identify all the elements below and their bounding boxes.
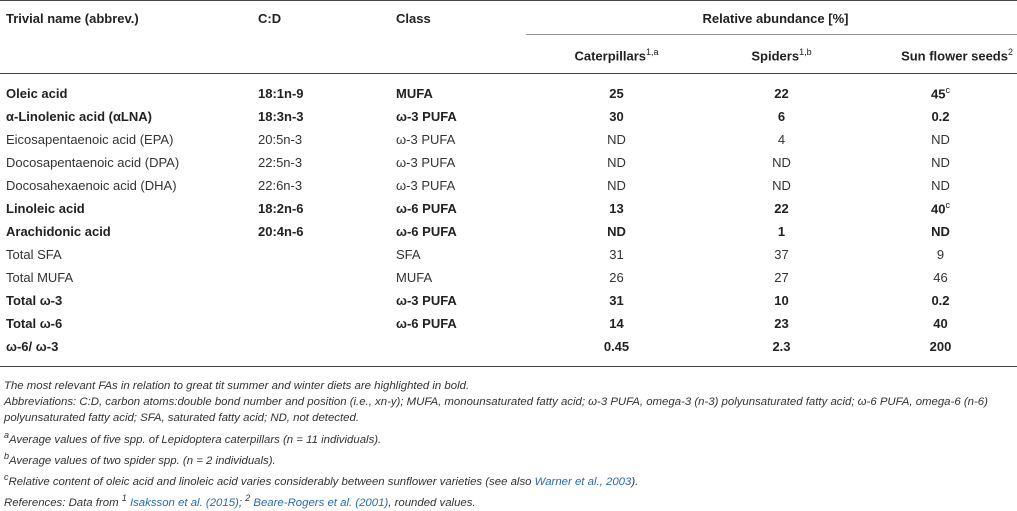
table-row: Linoleic acid 18:2n-6 ω-6 PUFA 13 22 40$^c$ [6, 200, 950, 217]
header-caterpillars: Caterpillars$^{1,a}$ [574, 46, 659, 64]
table-row: ω-6/ ω-3 0.45 2.3 200 [6, 339, 952, 354]
header-class: Class [396, 10, 431, 26]
footnote-bold-note: The most relevant FAs in relation to great tit summer and winter diets are highlighted in bold. [4, 380, 470, 392]
table-row: Oleic acid 18:1n-9 MUFA 25 22 45$^c$ [6, 85, 950, 102]
warner-citation-link[interactable]: Warner et al., 2003 [534, 475, 632, 488]
table-row: Total ω-3 ω-3 PUFA 31 10 0.2 [6, 293, 950, 308]
table-row: Docosahexaenoic acid (DHA) 22:6n-3 ω-3 PUFA ND ND ND [6, 178, 950, 193]
table-row: Eicosapentaenoic acid (EPA) 20:5n-3 ω-3 PUFA ND 4 ND [6, 132, 950, 147]
table-row: α-Linolenic acid (αLNA) 18:3n-3 ω-3 PUFA 30 6 0.2 [6, 109, 950, 124]
footnote-references: References: Data from $^1$ Isaksson et al. (2015); $^2$ Beare-Rogers et al. (2001), rounded values. [4, 492, 476, 509]
table-footnotes [4, 378, 1014, 511]
header-cd: C:D [258, 10, 282, 26]
beare-rogers-citation-link[interactable]: Beare-Rogers et al. (2001) [253, 496, 389, 509]
header-trivial-name: Trivial name (abbrev.) [6, 10, 139, 26]
header-sunflower-seeds: Sun flower seeds$^2$ [901, 46, 1013, 64]
table-row: Docosapentaenoic acid (DPA) 22:5n-3 ω-3 PUFA ND ND ND [6, 155, 950, 170]
footnote-abbreviations: Abbreviations: C:D, carbon atoms:double bond number and position (i.e., xn-y); MUFA, monounsaturated fatty acid; ω-3 PUFA, omega-3 (n-3) polyunsaturated fatty acid; ω-6 PUFA, omega-6 (n-6) polyunsaturated fatty acid; SFA, saturated fatty acid; ND, not detected. [4, 396, 988, 425]
table-row: Arachidonic acid 20:4n-6 ω-6 PUFA ND 1 ND [6, 224, 950, 239]
footnote-c: $^c$Relative content of oleic acid and linoleic acid varies considerably between sunflower varieties (see also Warner et al., 2003). [4, 471, 639, 488]
table-row: Total MUFA MUFA 26 27 46 [6, 270, 948, 285]
table-bottom-rule [0, 366, 1017, 367]
header-relative-abundance: Relative abundance [%] [702, 10, 849, 26]
table-row: Total SFA SFA 31 37 9 [6, 247, 945, 262]
footnote-b: $^b$Average values of two spider spp. (n = 2 individuals). [4, 450, 276, 467]
footnote-a: $^a$Average values of five spp. of Lepidoptera caterpillars (n = 11 individuals). [4, 429, 382, 446]
header-spiders: Spiders$^{1,b}$ [751, 46, 812, 64]
isaksson-citation-link[interactable]: Isaksson et al. (2015) [129, 496, 239, 509]
table-row: Total ω-6 ω-6 PUFA 14 23 40 [6, 316, 948, 331]
